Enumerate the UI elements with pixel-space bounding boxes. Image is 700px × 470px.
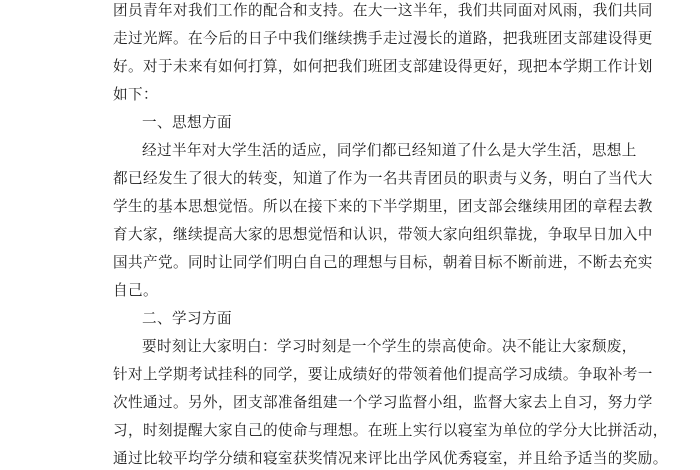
paragraph-line: 通过比较平均学分绩和寝室获奖情况来评比出学风优秀寝室，并且给予适当的奖励。: [113, 450, 668, 467]
paragraph-line: 好。对于未来有如何打算，如何把我们班团支部建设得更好，现把本学期工作计划: [113, 58, 653, 75]
document-body: [113, 0, 668, 470]
paragraph-line: 学生的基本思想觉悟。所以在接下来的下半学期里，团支部会继续用团的章程去教: [113, 198, 653, 215]
paragraph-line: 习，时刻提醒大家自己的使命与理想。在班上实行以寝室为单位的学分大比拼活动，: [113, 422, 668, 439]
paragraph-line: 针对上学期考试挂科的同学，要让成绩好的带领着他们提高学习成绩。争取补考一: [113, 366, 653, 383]
section-heading-study: 二、学习方面: [142, 310, 232, 327]
paragraph-line: 自己。: [113, 282, 158, 299]
paragraph-line: 都已经发生了很大的转变，知道了作为一名共青团员的职责与义务，明白了当代大: [113, 170, 653, 187]
section-heading-thought: 一、思想方面: [142, 114, 232, 131]
paragraph-line: 走过光辉。在今后的日子中我们继续携手走过漫长的道路，把我班团支部建设得更: [113, 30, 653, 47]
paragraph-line: 次性通过。另外，团支部准备组建一个学习监督小组，监督大家去上自习，努力学: [113, 394, 653, 411]
paragraph-line: 育大家，继续提高大家的思想觉悟和认识，带领大家向组织靠拢，争取早日加入中: [113, 226, 653, 243]
paragraph-line: 经过半年对大学生活的适应，同学们都已经知道了什么是大学生活，思想上: [142, 142, 637, 159]
paragraph-line: 团员青年对我们工作的配合和支持。在大一这半年，我们共同面对风雨，我们共同: [113, 2, 653, 19]
paragraph-line: 要时刻让大家明白：学习时刻是一个学生的崇高使命。决不能让大家颓废，: [142, 338, 637, 355]
paragraph-line: 国共产党。同时让同学们明白自己的理想与目标，朝着目标不断前进，不断去充实: [113, 254, 653, 271]
paragraph-line: 如下：: [113, 86, 158, 103]
